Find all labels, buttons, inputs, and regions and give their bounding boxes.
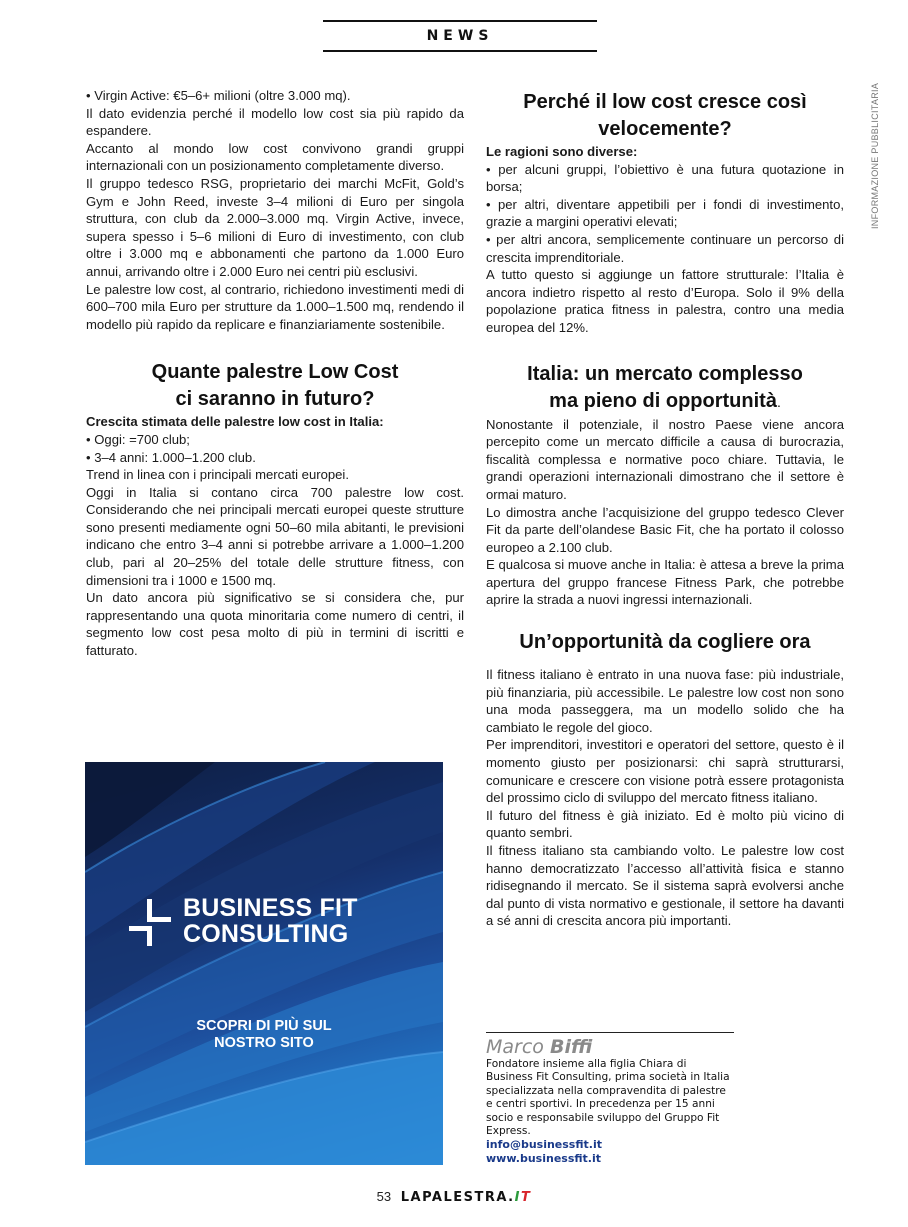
section-heading (486, 89, 844, 143)
paragraph: Trend in linea con i principali mercati europei. (86, 467, 349, 483)
logo-cross-icon (129, 899, 159, 945)
paragraph: • 3–4 anni: 1.000–1.200 club. (86, 449, 256, 465)
paragraph: • per altri ancora, semplicemente continuare un percorso di crescita imprenditoriale. (486, 231, 844, 265)
heading-line: Quante palestre Low Cost (151, 361, 399, 384)
paragraph: Accanto al mondo low cost convivono grandi gruppi internazionali con un posizionamento completamente diverso. (86, 140, 464, 174)
right-column (486, 87, 844, 930)
author-box (486, 1032, 734, 1166)
heading-line: ma pieno di opportunità (549, 389, 777, 412)
heading-line: Italia: un mercato complesso (527, 362, 803, 385)
author-website-link[interactable]: www.businessfit.it (486, 1152, 601, 1166)
brand-line: CONSULTING (183, 920, 349, 948)
section-header (323, 20, 597, 52)
paragraph: Lo dimostra anche l’acquisizione del gruppo tedesco Clever Fit da parte dell’olandese Basic Fit, che ha portato il colosso europeo a 2.100 club. (486, 504, 844, 555)
paragraph: Il fitness italiano sta cambiando volto. Le palestre low cost hanno democratizzato l’accesso all’attività fisica e stanno ridisegnando il mercato. Se il sistema saprà evolversi anche dal punto di vista normativo e gestionale, il settore ha davanti a sé anni di crescita ancora più importanti. (486, 843, 844, 929)
author-bio: Fondatore insieme alla figlia Chiara di Business Fit Consulting, prima società in Italia specializzata nella compravendita di palestre e centri sportivi. In precedenza per 15 anni socio e responsabile sviluppo del Gruppo Fit Express. (486, 1058, 730, 1138)
paragraph: Il fitness italiano è entrato in una nuova fase: più industriale, più finanziaria, più accessibile. Le palestre low cost non sono una moda passeggera, ma un modello solido che ha cambiato le regole del gioco. (486, 667, 844, 735)
section-heading (486, 361, 844, 416)
paragraph: Per imprenditori, investitori e operatori del settore, questo è il momento giusto per posizionarsi: chi saprà strutturarsi, comunicare e crescere con visione potrà essere protagonista del prossimo ciclo di sviluppo del mercato fitness italiano. (486, 737, 844, 806)
paragraph: Nonostante il potenziale, il nostro Paese viene ancora percepito come un mercato difficile a causa di burocrazia, fiscalità complessa e normative poco chiare. Tuttavia, le grandi operazioni internazionali dimostrano che il settore è ormai maturo. (486, 416, 844, 502)
author-name (486, 1036, 734, 1058)
ad-call-to-action[interactable] (85, 1018, 443, 1052)
paragraph: Oggi in Italia si contano circa 700 palestre low cost. Considerando che nei principali mercati europei queste strutture sono presenti mediamente ogni 50–60 mila abitanti, le previsioni indicano che entro 3–4 anni si potrebbe arrivare a 1.000–1.200 club, pari al 20–25% del totale delle strutture fitness, con dimensioni tra i 1000 e 1500 mq. (86, 484, 464, 588)
business-fit-ad-banner[interactable] (85, 762, 443, 1165)
paragraph: • per alcuni gruppi, l’obiettivo è una futura quotazione in borsa; (486, 161, 844, 195)
author-last-name: Biffi (549, 1036, 593, 1058)
paragraph: • per altri, diventare appetibili per i fondi di investimento, grazie a margini operativi elevati; (486, 196, 844, 230)
section-heading (86, 359, 464, 413)
paragraph: • Oggi: =700 club; (86, 431, 190, 447)
logo-it-t: T (520, 1190, 532, 1205)
section-title: NEWS (426, 28, 494, 44)
cta-line: SCOPRI DI PIÙ SUL (196, 1018, 332, 1034)
brand-line: BUSINESS FIT (183, 894, 358, 922)
paragraph: A tutto questo si aggiunge un fattore strutturale: l’Italia è ancora indietro rispetto al resto d’Europa. Solo il 9% della popolazione pratica fitness in palestra, contro una media europea del 12%. (486, 267, 844, 335)
section-lead: Le ragioni sono diverse: (486, 144, 638, 159)
heading-line: Perché il low cost cresce così (523, 91, 807, 113)
paragraph: Le palestre low cost, al contrario, richiedono investimenti medi di 600–700 mila Euro per strutture da 1.000–1.500 mq, rendendo il modello più rapido da replicare e finanziariamente sostenibile. (86, 281, 464, 332)
page-number: 53 (376, 1189, 392, 1204)
paragraph: E qualcosa si muove anche in Italia: è attesa a breve la prima apertura del gruppo francese Fitness Park, che potrebbe aprire la strada a nuovi ingressi internazionali. (486, 557, 844, 608)
heading-line: ci saranno in futuro? (175, 388, 375, 411)
heading-line: velocemente? (598, 118, 732, 140)
wave-background (85, 762, 443, 1165)
left-column (86, 87, 464, 660)
logo-it-i: I (514, 1190, 521, 1205)
advertorial-label: INFORMAZIONE PUBBLICITARIA (870, 82, 880, 230)
author-email-link[interactable]: info@businessfit.it (486, 1138, 602, 1152)
cta-line: NOSTRO SITO (214, 1035, 314, 1051)
heading-suffix: . (776, 393, 781, 410)
page-footer (0, 1188, 908, 1207)
logo-wordmark (183, 895, 358, 947)
author-first-name: Marco (486, 1036, 544, 1058)
section-lead: Crescita stimata delle palestre low cost in Italia: (86, 414, 384, 430)
paragraph: Il dato evidenzia perché il modello low cost sia più rapido da espandere. (86, 105, 464, 139)
paragraph: • Virgin Active: €5–6+ milioni (oltre 3.000 mq). (86, 88, 351, 103)
business-fit-logo (129, 895, 419, 951)
heading-line: Un’opportunità da cogliere ora (519, 631, 811, 654)
paragraph: Il gruppo tedesco RSG, proprietario dei marchi McFit, Gold’s Gym e John Reed, investe 3–4 milioni di Euro per singola struttura, con club da 2.000–3.000 mq. Virgin Active, invece, supera spesso i 5–6 milioni di Euro di investimento, con club oltre i 3.000 mq e abbonamenti che partono da 1.000 Euro annui, arrivando oltre i 2.000 Euro nei centri più esclusivi. (86, 175, 464, 279)
paragraph: Un dato ancora più significativo se si considera che, pur rappresentando una quota minoritaria come numero di centri, il segmento low cost pesa molto di più in termini di iscritti e fatturato. (86, 590, 464, 659)
section-heading (486, 629, 844, 656)
magazine-logo (401, 1190, 532, 1205)
logo-text: LAPALESTRA. (400, 1190, 515, 1205)
paragraph: Il futuro del fitness è già iniziato. Ed è molto più vicino di quanto sembri. (486, 807, 844, 841)
